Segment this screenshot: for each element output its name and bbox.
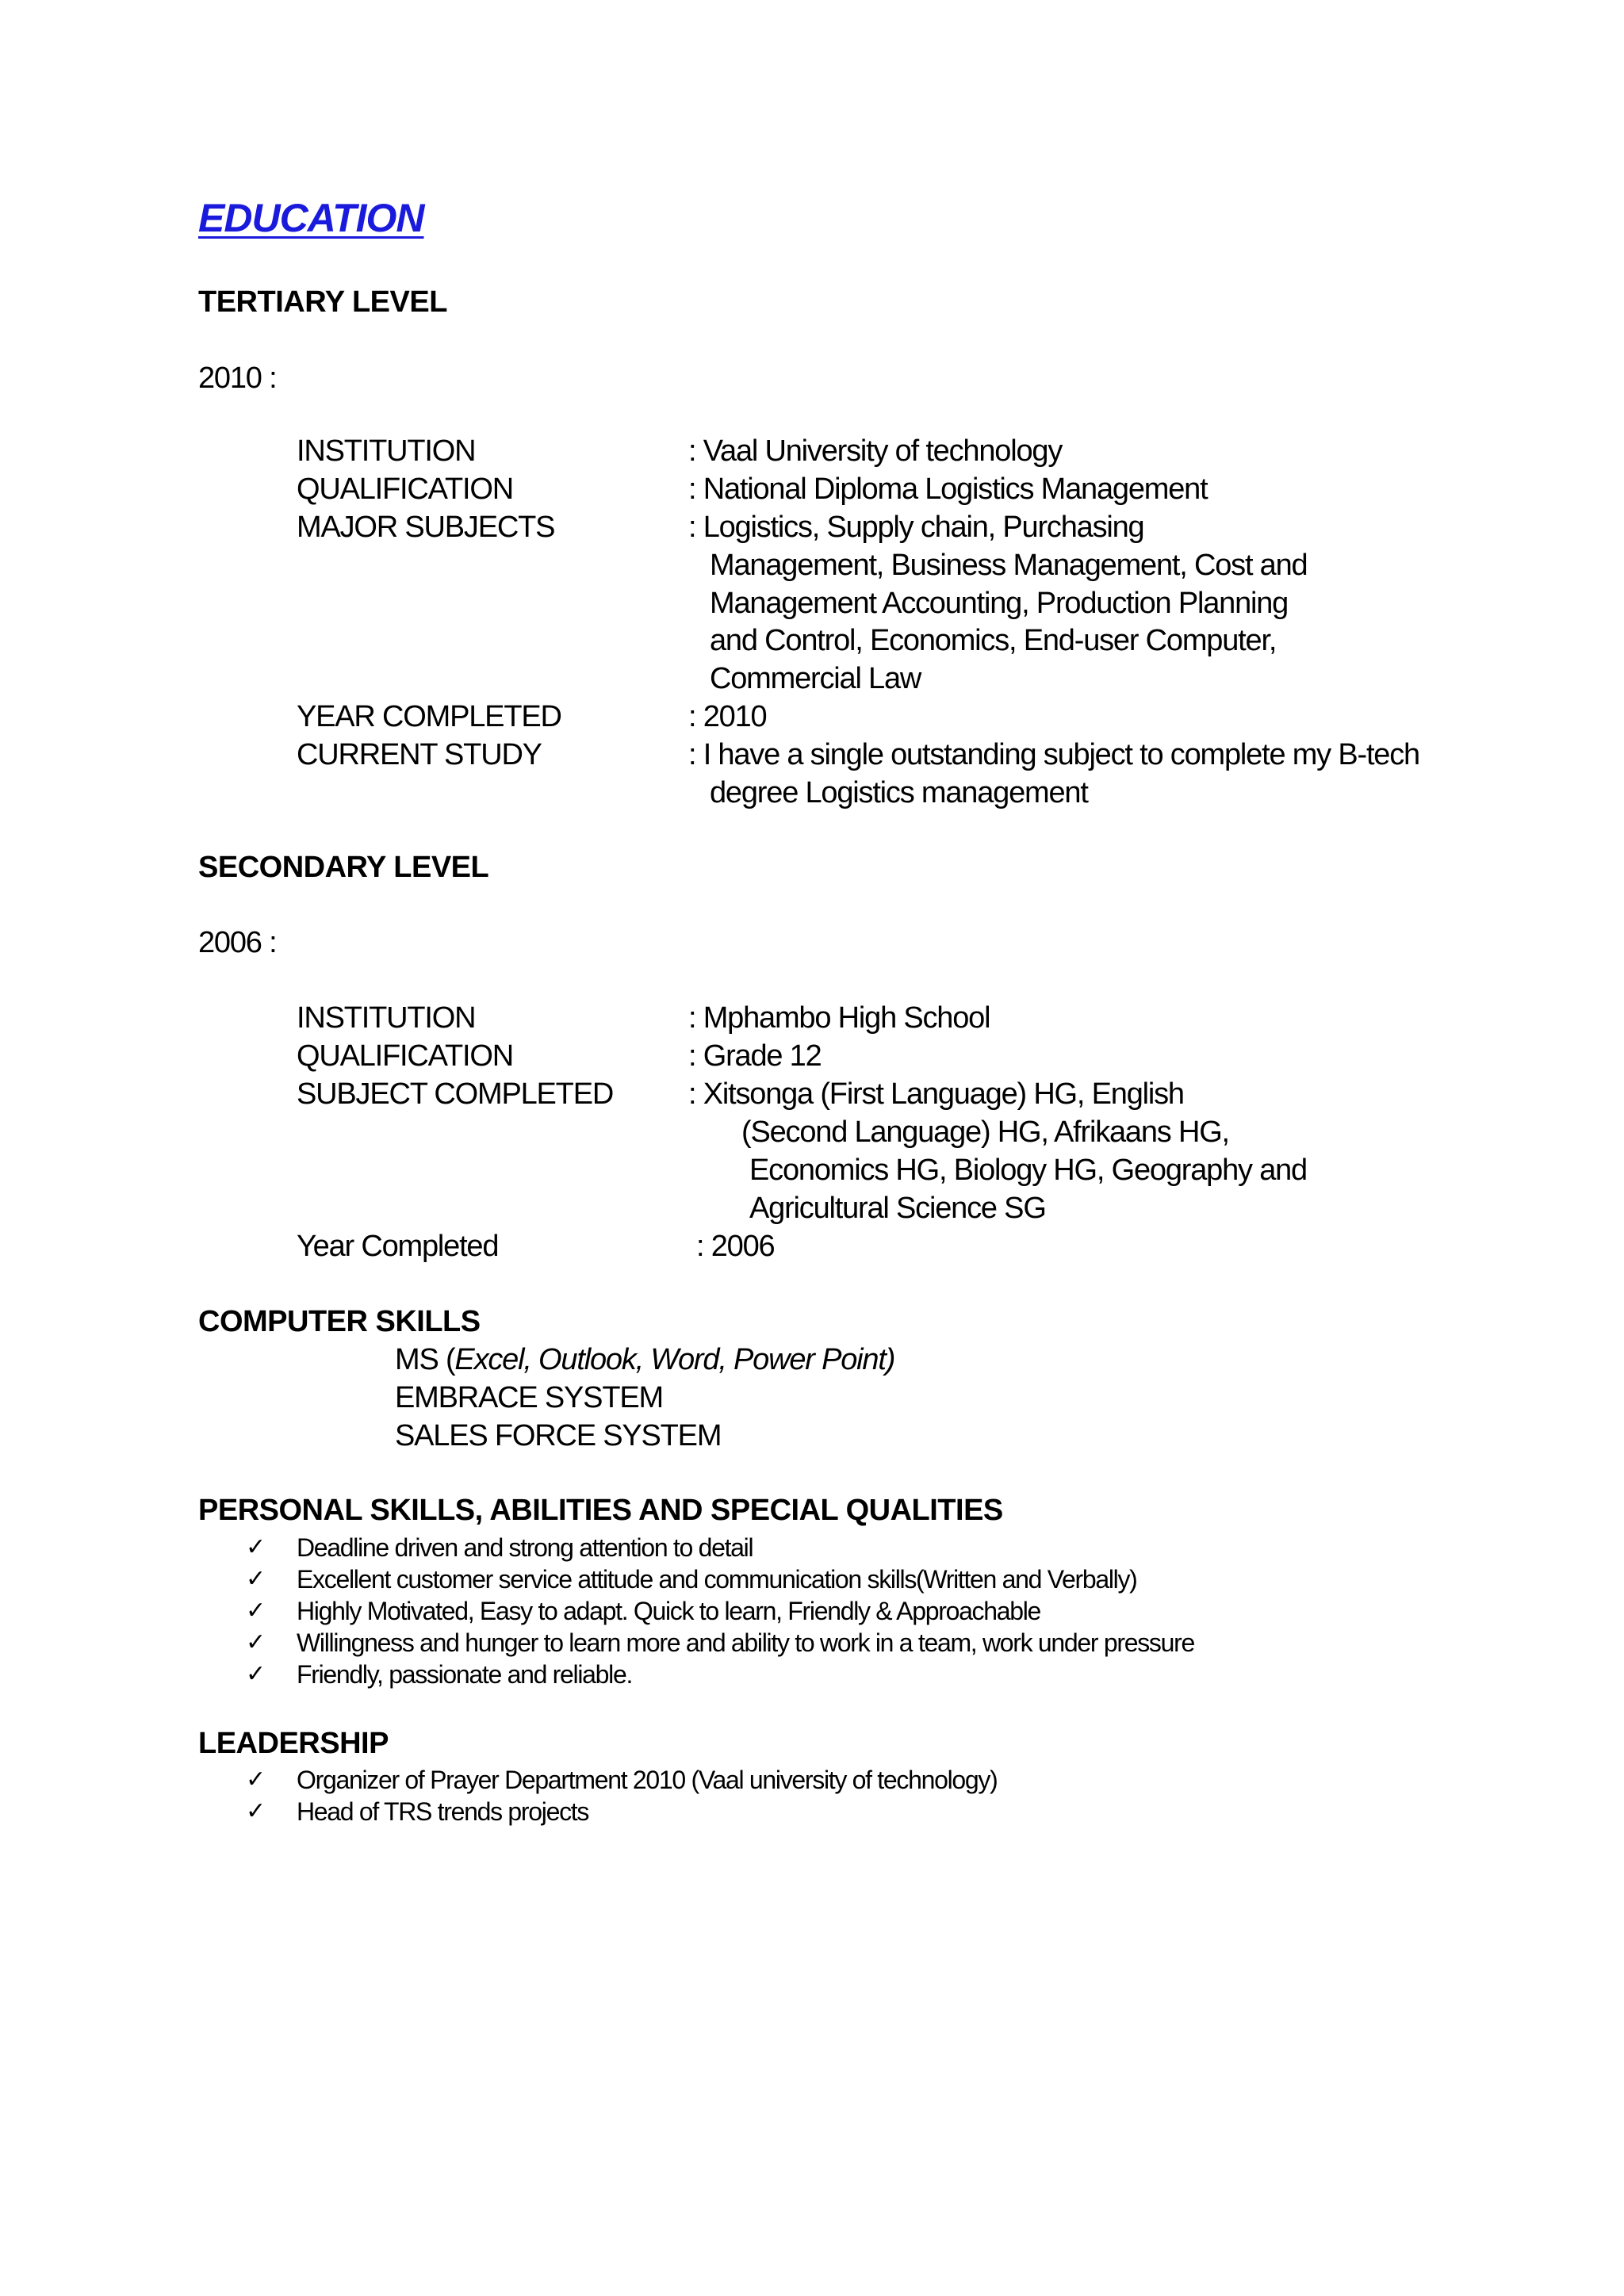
major-subjects-line-2: Management, Business Management, Cost and: [710, 549, 1308, 582]
tertiary-heading: TERTIARY LEVEL: [198, 285, 447, 319]
personal-skill-item: Deadline driven and strong attention to detail: [297, 1533, 753, 1562]
ms-apps: Excel, Outlook, Word, Power Point): [454, 1343, 895, 1376]
tertiary-value-qualification: : National Diploma Logistics Management: [688, 473, 1208, 506]
computer-skill-embrace: EMBRACE SYSTEM: [395, 1381, 663, 1414]
tertiary-value-institution: : Vaal University of technology: [688, 434, 1063, 468]
major-subjects-line-3: Management Accounting, Production Planning: [710, 587, 1289, 620]
subject-completed-line-3: Economics HG, Biology HG, Geography and: [749, 1154, 1307, 1187]
computer-skill-salesforce: SALES FORCE SYSTEM: [395, 1419, 722, 1452]
subject-completed-line-4: Agricultural Science SG: [749, 1192, 1046, 1225]
check-icon: ✓: [246, 1766, 266, 1793]
check-icon: ✓: [246, 1566, 266, 1592]
check-icon: ✓: [246, 1598, 266, 1624]
tertiary-value-year-completed: : 2010: [688, 700, 767, 733]
secondary-label-year-completed: Year Completed: [297, 1230, 499, 1263]
leadership-item: Organizer of Prayer Department 2010 (Vaal university of technology): [297, 1766, 998, 1794]
leadership-item: Head of TRS trends projects: [297, 1797, 589, 1826]
secondary-label-qualification: QUALIFICATION: [297, 1039, 513, 1073]
secondary-year: 2006 :: [198, 926, 277, 959]
check-icon: ✓: [246, 1798, 266, 1824]
major-subjects-line-5: Commercial Law: [710, 662, 921, 695]
tertiary-value-major-subjects: : Logistics, Supply chain, Purchasing: [688, 511, 1144, 544]
secondary-label-subject-completed: SUBJECT COMPLETED: [297, 1077, 614, 1111]
personal-skill-item: Excellent customer service attitude and communication skills(Written and Verbally): [297, 1565, 1137, 1594]
subject-completed-line-2: (Second Language) HG, Afrikaans HG,: [741, 1115, 1229, 1149]
computer-skill-ms: [395, 1343, 894, 1377]
tertiary-label-year-completed: YEAR COMPLETED: [297, 700, 561, 733]
tertiary-label-major-subjects: MAJOR SUBJECTS: [297, 511, 555, 544]
computer-skills-heading: COMPUTER SKILLS: [198, 1305, 481, 1338]
tertiary-label-current-study: CURRENT STUDY: [297, 738, 542, 771]
personal-skill-item: Friendly, passionate and reliable.: [297, 1660, 633, 1689]
check-icon: ✓: [246, 1661, 266, 1687]
secondary-value-institution: : Mphambo High School: [688, 1001, 990, 1035]
secondary-heading: SECONDARY LEVEL: [198, 851, 489, 884]
secondary-value-year-completed: : 2006: [696, 1230, 775, 1263]
page-title: EDUCATION: [198, 196, 424, 240]
tertiary-label-institution: INSTITUTION: [297, 434, 476, 468]
tertiary-year: 2010 :: [198, 362, 277, 395]
major-subjects-line-4: and Control, Economics, End-user Computer,: [710, 624, 1277, 657]
personal-skill-item: Highly Motivated, Easy to adapt. Quick to learn, Friendly & Approachable: [297, 1597, 1041, 1625]
check-icon: ✓: [246, 1629, 266, 1655]
current-study-line-2: degree Logistics management: [710, 776, 1088, 809]
secondary-value-qualification: : Grade 12: [688, 1039, 822, 1073]
tertiary-value-current-study: : I have a single outstanding subject to complete my B-tech: [688, 738, 1419, 771]
personal-skills-heading: PERSONAL SKILLS, ABILITIES AND SPECIAL QUALITIES: [198, 1494, 1003, 1527]
ms-prefix: MS (: [395, 1343, 455, 1376]
secondary-label-institution: INSTITUTION: [297, 1001, 476, 1035]
secondary-value-subject-completed: : Xitsonga (First Language) HG, English: [688, 1077, 1184, 1111]
check-icon: ✓: [246, 1534, 266, 1560]
tertiary-label-qualification: QUALIFICATION: [297, 473, 513, 506]
leadership-heading: LEADERSHIP: [198, 1727, 389, 1760]
personal-skill-item: Willingness and hunger to learn more and ability to work in a team, work under pressure: [297, 1628, 1194, 1657]
